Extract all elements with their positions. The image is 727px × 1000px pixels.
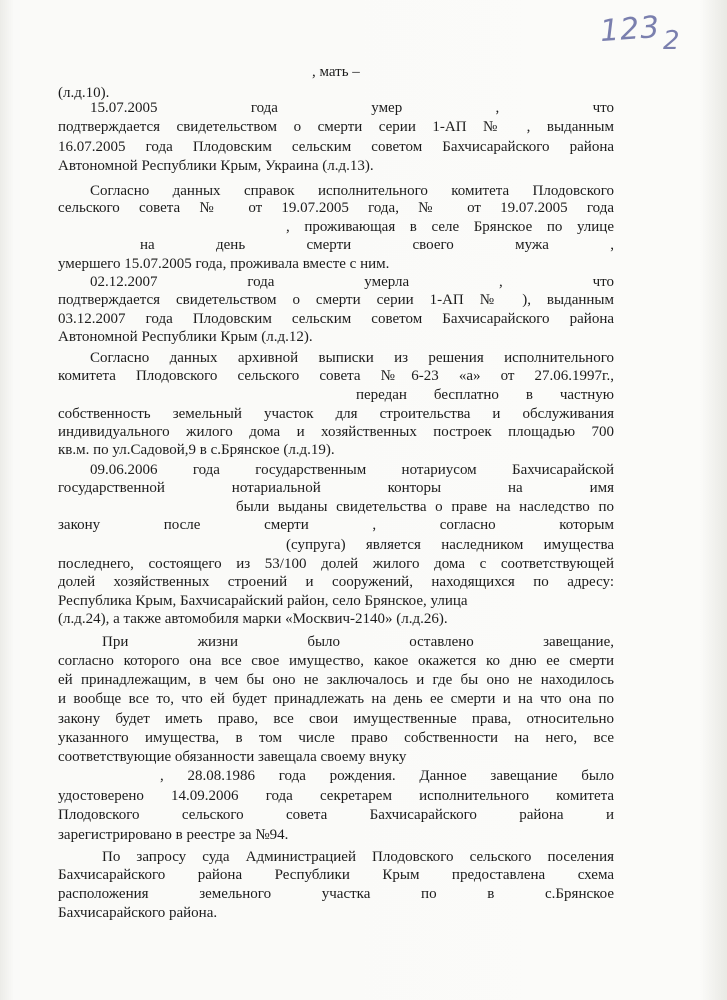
text-line: и вообще все то, что ей будет принадлежать на день ее смерти и на что она по: [58, 691, 614, 707]
text-line: подтверждается свидетельством о смерти серии 1-АП № , выданным: [58, 119, 614, 135]
text-line: , мать –: [312, 64, 360, 80]
text-line: 03.12.2007 года Плодовским сельским советом Бахчисарайского района: [58, 311, 614, 327]
text-line: Автономной Республики Крым, Украина (л.д.13).: [58, 158, 374, 174]
text-line: ей принадлежащим, в чем бы оно не заключалось и где бы оно не находилось: [58, 672, 614, 688]
text-line: подтверждается свидетельством о смерти серии 1-АП № ), выданным: [58, 292, 614, 308]
text-line: Республика Крым, Бахчисарайский район, село Брянское, улица: [58, 593, 468, 609]
text-line: соответствующие обязанности завещала своему внуку: [58, 749, 407, 765]
text-line: последнего, состоящего из 53/100 долей жилого дома с соответствующей: [58, 556, 614, 572]
text-line: При жизни было оставлено завещание,: [102, 634, 614, 650]
text-line: государственной нотариальной конторы на имя: [58, 480, 614, 496]
text-line: зарегистрировано в реестре за №94.: [58, 827, 289, 843]
text-line: закону после смерти , согласно которым: [58, 517, 614, 533]
text-line: на день смерти своего мужа ,: [140, 237, 614, 253]
handwritten-sheet-mark: 2: [663, 26, 680, 56]
text-line: умершего 15.07.2005 года, проживала вместе с ним.: [58, 256, 390, 272]
text-line: , проживающая в селе Брянское по улице: [286, 219, 614, 235]
text-line: , 28.08.1986 года рождения. Данное завещание было: [160, 768, 614, 784]
text-line: сельского совета № от 19.07.2005 года, № от 19.07.2005 года: [58, 200, 614, 216]
text-line: индивидуального жилого дома и хозяйственных построек площадью 700: [58, 424, 614, 440]
text-line: собственность земельный участок для строительства и обслуживания: [58, 406, 614, 422]
text-line: удостоверено 14.09.2006 года секретарем исполнительного комитета: [58, 788, 614, 804]
text-line: расположения земельного участка по в с.Брянское: [58, 886, 614, 902]
text-line: 09.06.2006 года государственным нотариусом Бахчисарайской: [90, 462, 614, 478]
text-line: Бахчисарайского района Республики Крым предоставлена схема: [58, 867, 614, 883]
text-line: Согласно данных архивной выписки из решения исполнительного: [90, 350, 614, 366]
text-line: 15.07.2005 года умер , что: [90, 100, 614, 116]
text-line: кв.м. по ул.Садовой,9 в с.Брянское (л.д.19).: [58, 442, 335, 458]
text-line: (л.д.10).: [58, 85, 110, 101]
text-line: Бахчисарайского района.: [58, 905, 218, 921]
handwritten-page-number: 123: [598, 9, 662, 50]
text-line: По запросу суда Администрацией Плодовского сельского поселения: [102, 849, 614, 865]
text-line: передан бесплатно в частную: [356, 387, 614, 403]
text-line: долей хозяйственных строений и сооружений, находящихся по адресу:: [58, 574, 614, 590]
text-line: комитета Плодовского сельского совета №6-23 «а» от 27.06.1997г.,: [58, 368, 614, 384]
text-line: Автономной Республики Крым (л.д.12).: [58, 329, 313, 345]
text-line: были выданы свидетельства о праве на наследство по: [236, 499, 614, 515]
text-line: 16.07.2005 года Плодовским сельским советом Бахчисарайского района: [58, 139, 614, 155]
text-line: согласно которого она все свое имущество, какое окажется ко дню ее смерти: [58, 653, 614, 669]
text-line: Плодовского сельского совета Бахчисарайского района и: [58, 807, 614, 823]
text-line: (супруга) является наследником имущества: [286, 537, 614, 553]
text-line: указанного имущества, в том числе право собственности на него, все: [58, 730, 614, 746]
text-line: 02.12.2007 года умерла , что: [90, 274, 614, 290]
text-line: Согласно данных справок исполнительного комитета Плодовского: [90, 183, 614, 199]
text-line: закону будет иметь право, все свои имущественные права, относительно: [58, 711, 614, 727]
text-line: (л.д.24), а также автомобиля марки «Москвич-2140» (л.д.26).: [58, 611, 448, 627]
